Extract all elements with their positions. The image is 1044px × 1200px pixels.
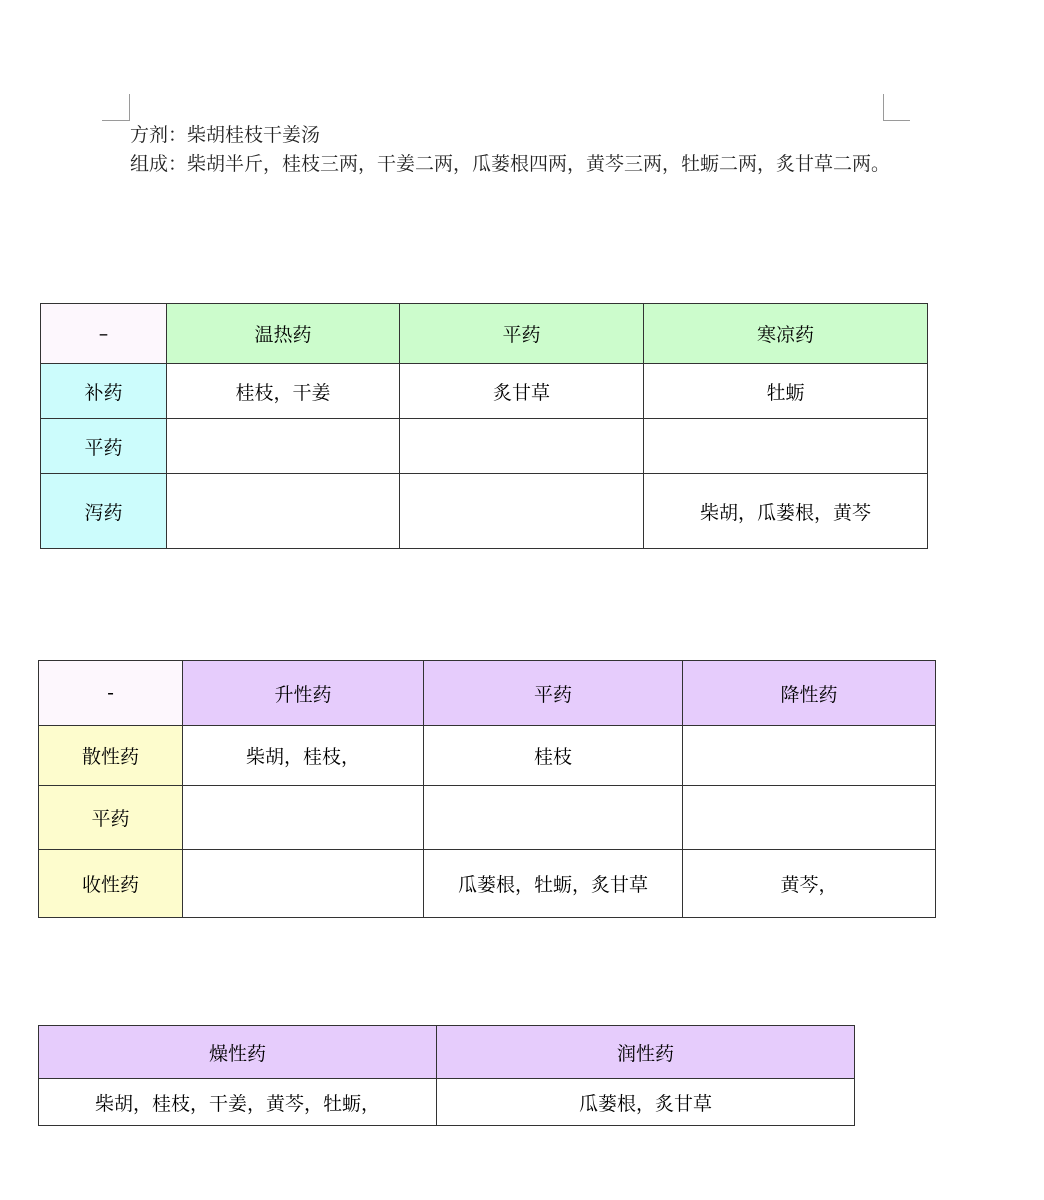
- table-cell: [183, 786, 424, 850]
- table-cell: [167, 474, 400, 549]
- table-corner-cell: –: [41, 304, 167, 364]
- table-cell: [683, 726, 936, 786]
- table-cell: 柴胡，桂枝，: [183, 726, 424, 786]
- table-cell: 柴胡，桂枝，干姜，黄芩，牡蛎，: [39, 1079, 437, 1126]
- table-row: [41, 364, 928, 419]
- table-cell: [683, 786, 936, 850]
- crop-mark-top-right: [883, 94, 884, 121]
- column-header-cold: 寒凉药: [644, 304, 928, 364]
- composition-line: 组成：柴胡半斤，桂枝三两，干姜二两，瓜蒌根四两，黄芩三两，牡蛎二两，炙甘草二两。: [130, 153, 891, 175]
- dry-moist-table: [38, 1025, 855, 1126]
- table-cell: [644, 419, 928, 474]
- ascend-disperse-table: [38, 660, 936, 918]
- row-label-astringent: 收性药: [39, 850, 183, 918]
- table-cell: 桂枝，干姜: [167, 364, 400, 419]
- table-cell: 黄芩，: [683, 850, 936, 918]
- formula-line: 方剂：柴胡桂枝干姜汤: [130, 124, 321, 146]
- table-cell: 柴胡，瓜蒌根，黄芩: [644, 474, 928, 549]
- table-cell: 瓜蒌根，牡蛎，炙甘草: [424, 850, 683, 918]
- column-header-moistening: 润性药: [437, 1026, 855, 1079]
- table-header-row: [39, 661, 936, 726]
- temperature-supplement-table: [40, 303, 928, 549]
- table-row: [39, 726, 936, 786]
- row-label-tonify: 补药: [41, 364, 167, 419]
- table-header-row: [41, 304, 928, 364]
- table-cell: 瓜蒌根，炙甘草: [437, 1079, 855, 1126]
- table-cell: [400, 474, 644, 549]
- table-header-row: [39, 1026, 855, 1079]
- table-cell: [183, 850, 424, 918]
- table-cell: [167, 419, 400, 474]
- row-label-neutral: 平药: [41, 419, 167, 474]
- column-header-warm: 温热药: [167, 304, 400, 364]
- table-cell: 牡蛎: [644, 364, 928, 419]
- table-cell: [400, 419, 644, 474]
- column-header-descending: 降性药: [683, 661, 936, 726]
- table-cell: 桂枝: [424, 726, 683, 786]
- document-header: [130, 121, 890, 179]
- table-row: [41, 419, 928, 474]
- table-row: [39, 850, 936, 918]
- crop-mark-top-left: [129, 94, 130, 121]
- table-row: [39, 786, 936, 850]
- table-corner-cell: -: [39, 661, 183, 726]
- column-header-neutral: 平药: [400, 304, 644, 364]
- row-label-neutral: 平药: [39, 786, 183, 850]
- row-label-dispersing: 散性药: [39, 726, 183, 786]
- column-header-ascending: 升性药: [183, 661, 424, 726]
- row-label-drain: 泻药: [41, 474, 167, 549]
- table-row: [39, 1079, 855, 1126]
- column-header-drying: 燥性药: [39, 1026, 437, 1079]
- crop-mark-top-left: [102, 120, 129, 121]
- table-cell: 炙甘草: [400, 364, 644, 419]
- column-header-neutral: 平药: [424, 661, 683, 726]
- table-row: [41, 474, 928, 549]
- table-cell: [424, 786, 683, 850]
